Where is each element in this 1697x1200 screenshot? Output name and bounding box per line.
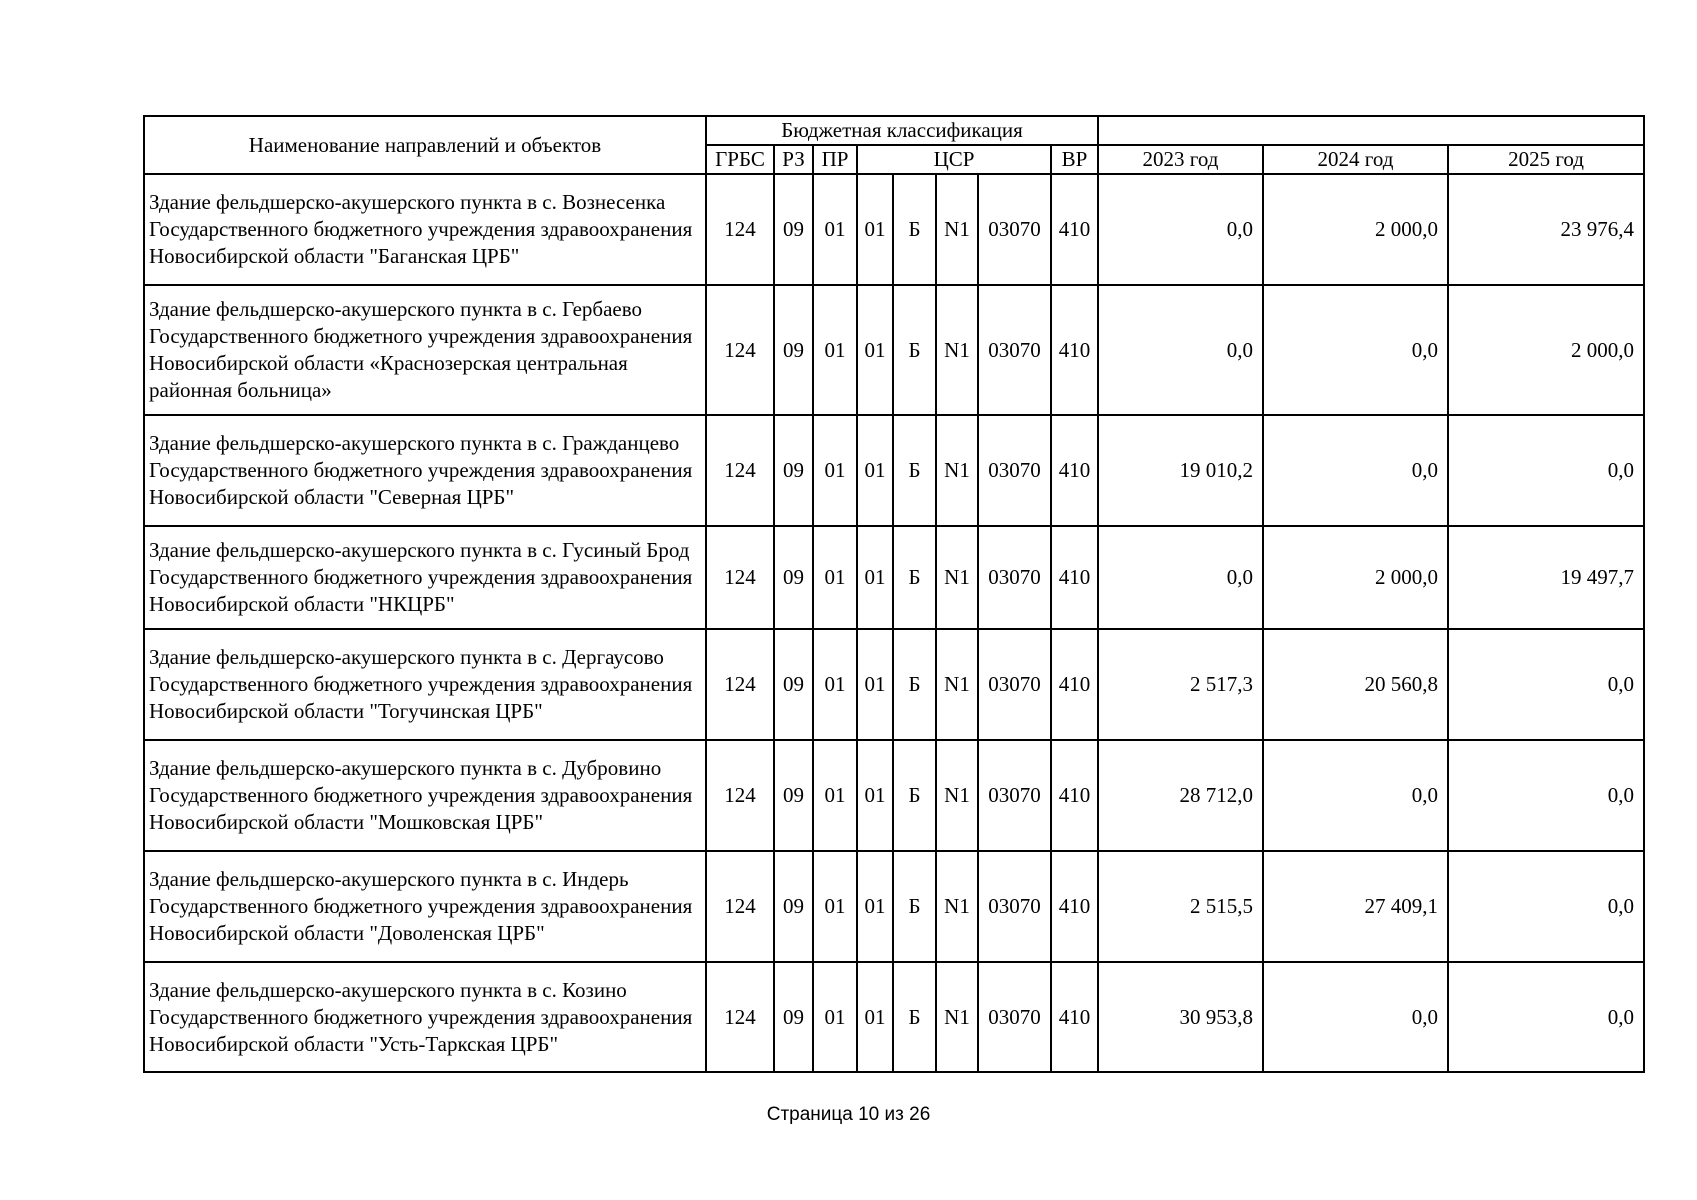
rz-code: 09 — [774, 629, 813, 740]
column-header-2023: 2023 год — [1098, 145, 1263, 174]
pr-code: 01 — [813, 285, 857, 415]
grbs-code: 124 — [706, 415, 774, 526]
object-name: Здание фельдшерско-акушерского пункта в с. Козино Государственного бюджетного учреждения здравоохранения Новосибирской области "Усть-Таркская ЦРБ" — [144, 962, 706, 1072]
vr-code: 410 — [1051, 526, 1098, 629]
csr-part-2: Б — [893, 629, 936, 740]
amount-2025: 0,0 — [1448, 740, 1644, 851]
csr-part-4: 03070 — [978, 962, 1051, 1072]
csr-part-2: Б — [893, 415, 936, 526]
amount-2023: 19 010,2 — [1098, 415, 1263, 526]
grbs-code: 124 — [706, 962, 774, 1072]
amount-2025: 19 497,7 — [1448, 526, 1644, 629]
grbs-code: 124 — [706, 174, 774, 285]
csr-part-1: 01 — [857, 285, 893, 415]
rz-code: 09 — [774, 962, 813, 1072]
vr-code: 410 — [1051, 285, 1098, 415]
rz-code: 09 — [774, 740, 813, 851]
budget-table — [143, 115, 1645, 1073]
csr-part-4: 03070 — [978, 851, 1051, 962]
pr-code: 01 — [813, 740, 857, 851]
table-row — [144, 962, 1644, 1072]
rz-code: 09 — [774, 526, 813, 629]
csr-part-4: 03070 — [978, 174, 1051, 285]
column-header-rz: РЗ — [774, 145, 813, 174]
csr-part-1: 01 — [857, 526, 893, 629]
pr-code: 01 — [813, 174, 857, 285]
pr-code: 01 — [813, 851, 857, 962]
amount-2025: 0,0 — [1448, 629, 1644, 740]
csr-part-3: N1 — [936, 174, 978, 285]
column-header-grbs: ГРБС — [706, 145, 774, 174]
vr-code: 410 — [1051, 415, 1098, 526]
column-header-budget-classification: Бюджетная классификация — [706, 116, 1098, 145]
vr-code: 410 — [1051, 629, 1098, 740]
table-row — [144, 526, 1644, 629]
amount-2024: 2 000,0 — [1263, 526, 1448, 629]
column-header-csr: ЦСР — [857, 145, 1051, 174]
vr-code: 410 — [1051, 851, 1098, 962]
table-row — [144, 740, 1644, 851]
csr-part-2: Б — [893, 174, 936, 285]
pr-code: 01 — [813, 415, 857, 526]
amount-2024: 20 560,8 — [1263, 629, 1448, 740]
object-name: Здание фельдшерско-акушерского пункта в с. Вознесенка Государственного бюджетного учреждения здравоохранения Новосибирской области "Баганская ЦРБ" — [144, 174, 706, 285]
amount-2025: 2 000,0 — [1448, 285, 1644, 415]
csr-part-4: 03070 — [978, 629, 1051, 740]
grbs-code: 124 — [706, 285, 774, 415]
object-name: Здание фельдшерско-акушерского пункта в с. Гражданцево Государственного бюджетного учреждения здравоохранения Новосибирской области "Северная ЦРБ" — [144, 415, 706, 526]
csr-part-3: N1 — [936, 285, 978, 415]
vr-code: 410 — [1051, 740, 1098, 851]
object-name: Здание фельдшерско-акушерского пункта в с. Гербаево Государственного бюджетного учреждения здравоохранения Новосибирской области «Краснозерская центральная районная больница» — [144, 285, 706, 415]
rz-code: 09 — [774, 174, 813, 285]
column-header-vr: ВР — [1051, 145, 1098, 174]
amount-2025: 0,0 — [1448, 415, 1644, 526]
column-header-2024: 2024 год — [1263, 145, 1448, 174]
amount-2023: 2 517,3 — [1098, 629, 1263, 740]
csr-part-4: 03070 — [978, 526, 1051, 629]
amount-2025: 0,0 — [1448, 962, 1644, 1072]
rz-code: 09 — [774, 851, 813, 962]
csr-part-3: N1 — [936, 740, 978, 851]
column-header-name: Наименование направлений и объектов — [144, 116, 706, 174]
csr-part-2: Б — [893, 285, 936, 415]
csr-part-2: Б — [893, 851, 936, 962]
table-body — [144, 174, 1644, 1072]
csr-part-3: N1 — [936, 526, 978, 629]
amount-2024: 0,0 — [1263, 740, 1448, 851]
amount-2024: 2 000,0 — [1263, 174, 1448, 285]
amount-2024: 0,0 — [1263, 415, 1448, 526]
csr-part-1: 01 — [857, 415, 893, 526]
grbs-code: 124 — [706, 851, 774, 962]
column-header-years-group — [1098, 116, 1644, 145]
amount-2024: 0,0 — [1263, 285, 1448, 415]
object-name: Здание фельдшерско-акушерского пункта в с. Дергаусово Государственного бюджетного учреждения здравоохранения Новосибирской области "Тогучинская ЦРБ" — [144, 629, 706, 740]
csr-part-3: N1 — [936, 962, 978, 1072]
csr-part-1: 01 — [857, 962, 893, 1072]
pr-code: 01 — [813, 962, 857, 1072]
table-row — [144, 415, 1644, 526]
pr-code: 01 — [813, 526, 857, 629]
csr-part-4: 03070 — [978, 415, 1051, 526]
table-row — [144, 629, 1644, 740]
amount-2023: 2 515,5 — [1098, 851, 1263, 962]
grbs-code: 124 — [706, 740, 774, 851]
rz-code: 09 — [774, 285, 813, 415]
csr-part-2: Б — [893, 526, 936, 629]
amount-2025: 23 976,4 — [1448, 174, 1644, 285]
rz-code: 09 — [774, 415, 813, 526]
amount-2024: 27 409,1 — [1263, 851, 1448, 962]
grbs-code: 124 — [706, 526, 774, 629]
csr-part-1: 01 — [857, 740, 893, 851]
object-name: Здание фельдшерско-акушерского пункта в с. Гусиный Брод Государственного бюджетного учреждения здравоохранения Новосибирской области "НКЦРБ" — [144, 526, 706, 629]
column-header-pr: ПР — [813, 145, 857, 174]
amount-2023: 30 953,8 — [1098, 962, 1263, 1072]
csr-part-3: N1 — [936, 629, 978, 740]
amount-2025: 0,0 — [1448, 851, 1644, 962]
csr-part-1: 01 — [857, 174, 893, 285]
table-row — [144, 851, 1644, 962]
amount-2023: 0,0 — [1098, 174, 1263, 285]
object-name: Здание фельдшерско-акушерского пункта в с. Индерь Государственного бюджетного учреждения здравоохранения Новосибирской области "Доволенская ЦРБ" — [144, 851, 706, 962]
table-row — [144, 174, 1644, 285]
table-row — [144, 285, 1644, 415]
csr-part-3: N1 — [936, 415, 978, 526]
csr-part-3: N1 — [936, 851, 978, 962]
pr-code: 01 — [813, 629, 857, 740]
amount-2024: 0,0 — [1263, 962, 1448, 1072]
csr-part-2: Б — [893, 962, 936, 1072]
object-name: Здание фельдшерско-акушерского пункта в с. Дубровино Государственного бюджетного учреждения здравоохранения Новосибирской области "Мошковская ЦРБ" — [144, 740, 706, 851]
csr-part-1: 01 — [857, 629, 893, 740]
vr-code: 410 — [1051, 962, 1098, 1072]
csr-part-4: 03070 — [978, 740, 1051, 851]
vr-code: 410 — [1051, 174, 1098, 285]
page-number: Страница 10 из 26 — [766, 1104, 931, 1125]
amount-2023: 0,0 — [1098, 285, 1263, 415]
column-header-2025: 2025 год — [1448, 145, 1644, 174]
header-row-1 — [144, 116, 1644, 145]
amount-2023: 0,0 — [1098, 526, 1263, 629]
csr-part-1: 01 — [857, 851, 893, 962]
amount-2023: 28 712,0 — [1098, 740, 1263, 851]
csr-part-4: 03070 — [978, 285, 1051, 415]
grbs-code: 124 — [706, 629, 774, 740]
csr-part-2: Б — [893, 740, 936, 851]
